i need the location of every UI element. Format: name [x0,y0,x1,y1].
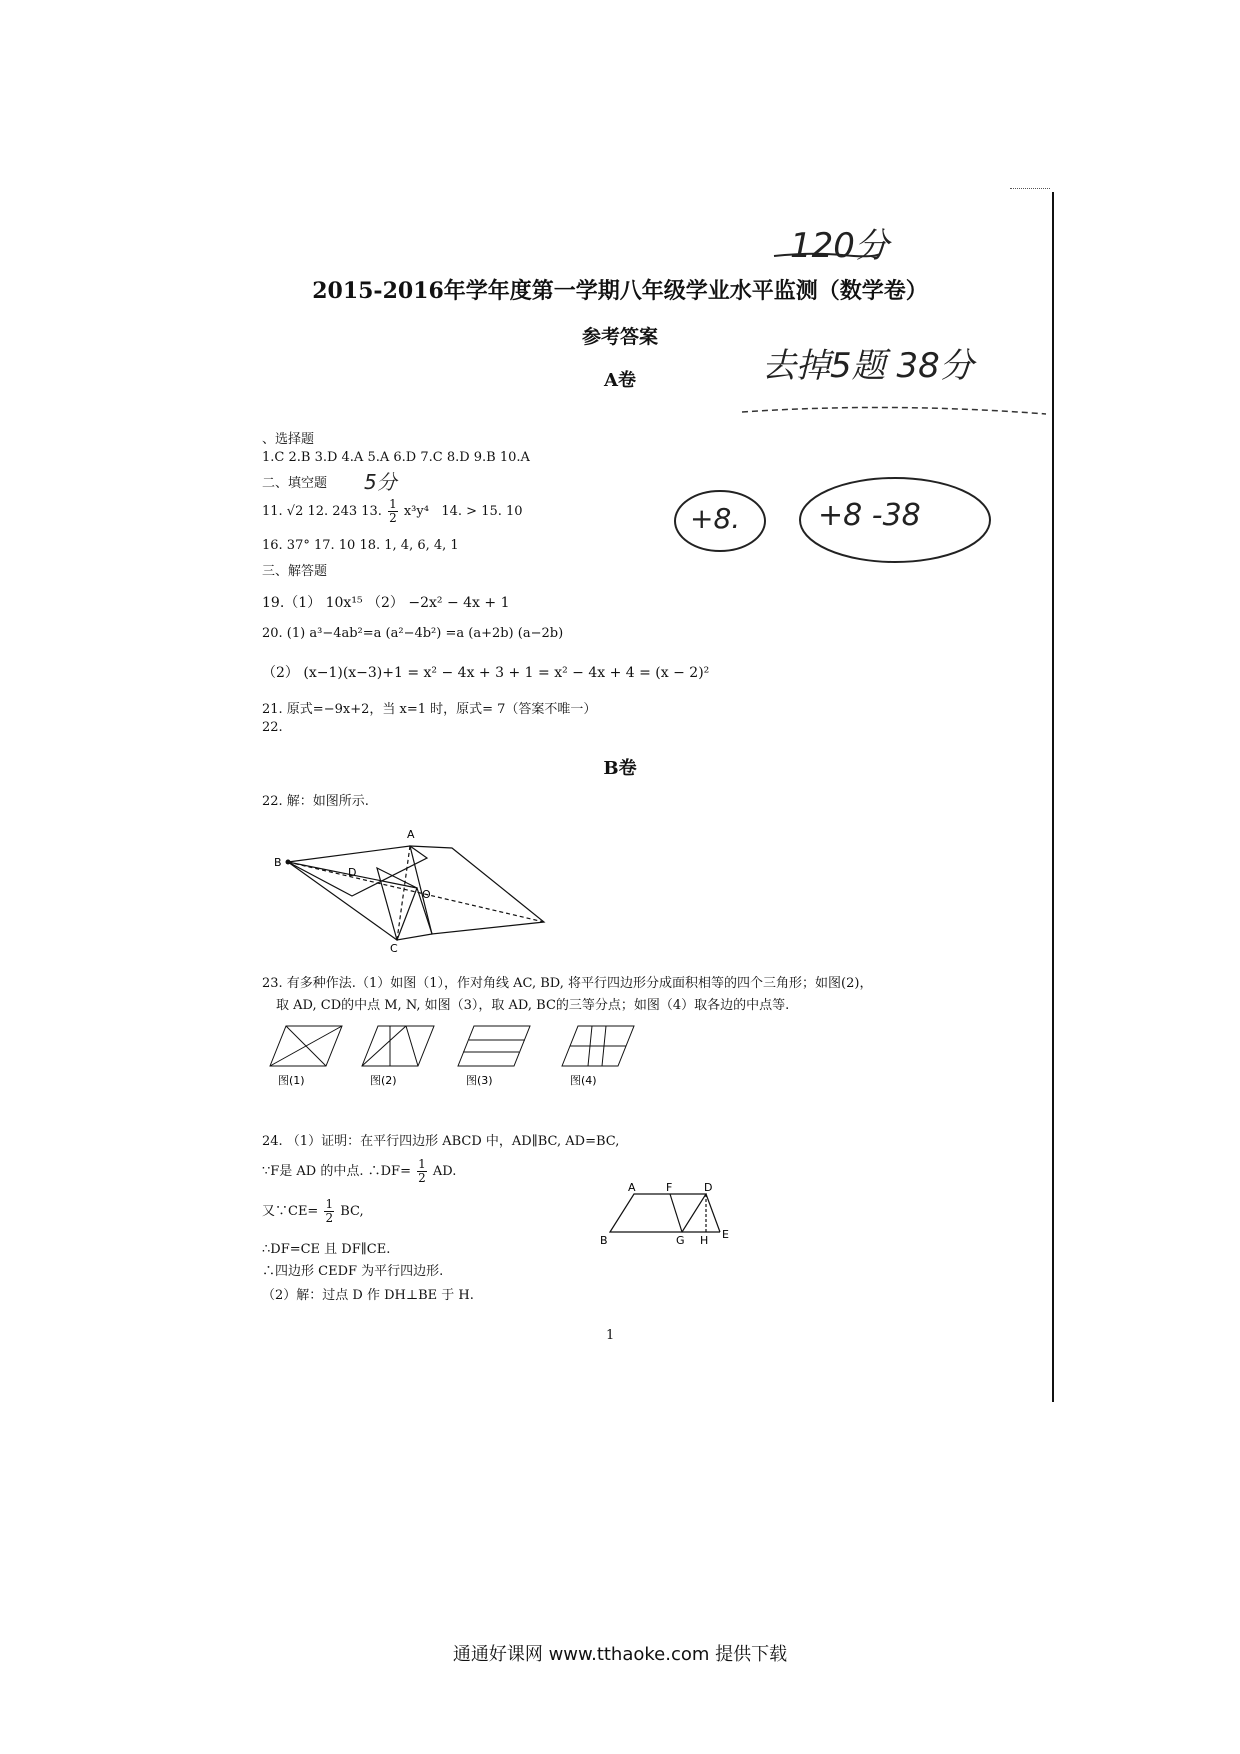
handwritten-circle-1-text: +8. [690,502,741,535]
fig24-label-e: E [722,1228,729,1241]
handwritten-fill-note: 5分 [364,470,397,494]
fill-answers-14-15: 14. > 15. 10 [441,504,523,519]
answer-24-line-6: （2）解：过点 D 作 DH⊥BE 于 H. [262,1288,474,1303]
fig24-label-a: A [628,1182,636,1194]
answer-23-line-2: 取 AD, CD的中点 M, N, 如图（3），取 AD, BC的三等分点；如图（4）取各边的中点等. [276,998,790,1013]
fig23-caption-4: 图(4) [570,1074,597,1087]
answer-24-fraction-2-num: 1 [325,1197,334,1211]
answer-20-2: （2） (x−1)(x−3)+1 = x² − 4x + 3 + 1 = x² − 4x + 4 = (x − 2)² [262,665,710,681]
answer-24-line-2-post: AD. [432,1164,457,1179]
fig23-caption-3: 图(3) [466,1074,493,1087]
section-a-title: A卷 [604,370,636,391]
answer-24-line-2-pre: ∵F是 AD 的中点. ∴DF= [262,1164,411,1179]
fig23-panel-2-parallelogram [362,1026,434,1066]
fig24-segment-de [706,1194,720,1232]
fig24-parallelogram-abcd [610,1194,706,1232]
answer-21: 21. 原式=−9x+2，当 x=1 时，原式= 7（答案不唯一） [262,702,597,717]
fraction-denominator: 2 [389,511,397,525]
answer-23-line-1: 23. 有多种作法.（1）如图（1），作对角线 AC, BD, 将平行四边形分成面积相等的四个三角形；如图(2)， [262,976,873,991]
page-title: 2015-2016年学年度第一学期八年级学业水平监测（数学卷） [312,278,928,304]
fig23-panel-2-line-2 [406,1026,418,1066]
fill-answers-11-13: 11. √2 12. 243 13. [262,504,382,519]
fill-heading: 二、填空题 [262,476,328,491]
answer-24-fraction-2 [324,1198,334,1225]
choice-heading: 、选择题 [262,432,315,447]
fig23-panel-2-line-1 [362,1026,406,1066]
figure-24 [598,1182,738,1246]
answer-24-line-4: ∴DF=CE 且 DF∥CE. [262,1242,391,1257]
fig22-triangle-1 [288,846,427,896]
fig22-label-b: B [274,856,282,869]
top-dotted-mark [1010,188,1050,189]
answer-24-fraction-1-num: 1 [418,1157,426,1171]
answer-24-line-3-post: BC, [340,1204,364,1219]
answer-24-fraction-2-den: 2 [325,1211,334,1225]
figure-23 [262,1018,682,1090]
fig23-panel-3-parallelogram [458,1026,530,1066]
page-subtitle: 参考答案 [581,326,658,348]
footer-text: 通通好课网 www.tthaoke.com 提供下载 [452,1644,788,1665]
deduction-underline [740,392,1050,422]
fig23-panel-1-diagonal-2 [286,1026,326,1066]
answer-19: 19.（1） 10x¹⁵ （2） −2x² − 4x + 1 [262,595,510,611]
fig24-label-b: B [600,1234,608,1246]
answer-24-line-3-pre: 又∵CE= [262,1204,319,1219]
answer-24-line-3 [262,1198,364,1225]
handwritten-deduction-note: 去掉5题 38分 [762,346,974,386]
fig24-label-h: H [700,1234,709,1246]
fraction-numerator: 1 [389,497,397,511]
solve-heading: 三、解答题 [262,564,328,579]
fig24-label-f: F [666,1182,673,1194]
answer-24-line-5: ∴四边形 CEDF 为平行四边形. [262,1264,444,1279]
answer-20-1: 20. (1) a³−4ab²=a (a²−4b²) =a (a+2b) (a−2b) [262,626,564,641]
fig23-caption-2: 图(2) [370,1074,397,1087]
fig24-segment-fg [670,1194,682,1232]
fill-13-term: x³y⁴ [403,504,429,519]
choice-answers: 1.C 2.B 3.D 4.A 5.A 6.D 7.C 8.D 9.B 10.A [262,450,530,465]
fig22-point-b [286,860,291,865]
fill-line-1 [262,498,523,525]
figure-22 [272,822,572,952]
handwritten-circle-2-text: +8 -38 [818,498,921,533]
answer-22-b: 22. 解：如图所示. [262,794,369,809]
fig22-label-c: C [390,942,398,952]
answer-24-fraction-1 [417,1158,427,1185]
fig24-label-g: G [676,1234,685,1246]
section-b-title: B卷 [603,758,637,779]
answer-24-fraction-1-den: 2 [418,1171,426,1185]
answer-24-line-1: 24. （1）证明：在平行四边形 ABCD 中，AD∥BC, AD=BC, [262,1134,620,1149]
answer-22-a: 22. [262,720,283,735]
fig23-caption-1: 图(1) [278,1074,305,1087]
fig24-label-d: D [704,1182,713,1194]
fill-line-2: 16. 37° 17. 10 18. 1, 4, 6, 4, 1 [262,538,459,553]
handwritten-score: 120分 [790,226,889,266]
fig22-label-d: D [348,866,357,879]
score-underline [772,250,882,260]
page-number: 1 [606,1328,615,1343]
fig22-dashed-diagonal-2 [397,846,410,940]
fig22-label-a: A [407,828,415,841]
answer-24-line-2 [262,1158,456,1185]
fraction-half [388,498,398,525]
fig22-label-o: O [422,888,431,901]
